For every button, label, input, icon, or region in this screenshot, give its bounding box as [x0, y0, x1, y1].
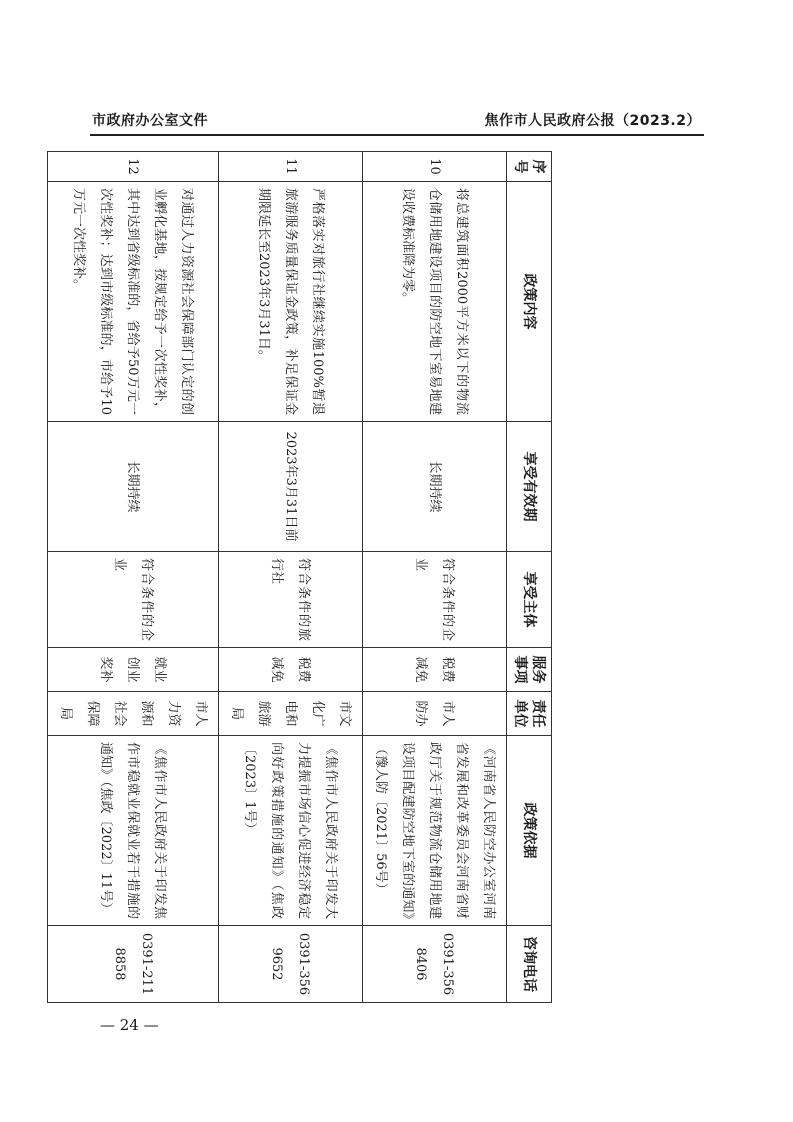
row-content: 对通过人力资源社会保障部门认定的创业孵化基地，按规定给予一次性奖补，其中达到省级标准的，省给予50万元一次性奖补；达到市级标准的，市给予10万元一次性奖补。: [48, 182, 219, 422]
column-header-service: 服务事项: [507, 648, 552, 692]
row-no: 12: [48, 152, 219, 182]
row-service: 税费减免: [219, 648, 363, 692]
row-subject: 符合条件的企业: [48, 552, 219, 648]
row-content: 将总建筑面积2000平方米以下的物流仓储用地建设项目的防空地下室易地建设收费标准降为零。: [363, 182, 507, 422]
row-unit: 市人力资源和社会保障局: [48, 692, 219, 736]
row-content: 严格落实对旅行社继续实施100%暂退旅游服务质量保证金政策，补足保证金期限延长至2023年3月31日。: [219, 182, 363, 422]
row-validity: 2023年3月31日前: [219, 422, 363, 552]
row-unit: 市人防办: [363, 692, 507, 736]
column-header-phone: 咨询电话: [507, 926, 552, 1003]
header-divider: [90, 134, 704, 136]
row-subject: 符合条件的旅行社: [219, 552, 363, 648]
row-service: 税费减免: [363, 648, 507, 692]
policy-table-container: [58, 151, 552, 1002]
column-header-basis: 政策依据: [507, 736, 552, 926]
row-no: 11: [219, 152, 363, 182]
policy-table-rotated: [58, 151, 552, 1002]
row-phone: 0391-2118858: [48, 926, 219, 1003]
table-row: [219, 152, 363, 1003]
row-phone: 0391-3569652: [219, 926, 363, 1003]
row-service: 就业创业奖补: [48, 648, 219, 692]
row-no: 10: [363, 152, 507, 182]
column-header-validity: 享受有效期: [507, 422, 552, 552]
column-header-content: 政策内容: [507, 182, 552, 422]
row-validity: 长期持续: [363, 422, 507, 552]
row-phone: 0391-3568406: [363, 926, 507, 1003]
row-subject: 符合条件的企业: [363, 552, 507, 648]
row-basis: 《焦作市人民政府关于印发大力提振市场信心促进经济稳定向好政策措施的通知》（焦政〔2023〕1号）: [219, 736, 363, 926]
row-basis: 《焦作市人民政府关于印发焦作市稳就业保就业若干措施的通知》（焦政〔2022〕11号）: [48, 736, 219, 926]
row-validity: 长期持续: [48, 422, 219, 552]
policy-table: [47, 151, 552, 1003]
row-unit: 市文化广电和旅游局: [219, 692, 363, 736]
page-number: — 24 —: [100, 1016, 159, 1034]
table-row: [48, 152, 219, 1003]
row-basis: 《河南省人民防空办公室河南省发展和改革委员会河南省财政厅关于规范物流仓储用地建设项目配建防空地下室的通知》（豫人防〔2021〕56号）: [363, 736, 507, 926]
column-header-no: 序号: [507, 152, 552, 182]
table-header-row: [507, 152, 552, 1003]
header-right-title: 焦作市人民政府公报（2023.2）: [484, 113, 701, 129]
header-left-title: 市政府办公室文件: [92, 113, 208, 129]
table-row: [363, 152, 507, 1003]
column-header-unit: 责任单位: [507, 692, 552, 736]
column-header-subject: 享受主体: [507, 552, 552, 648]
